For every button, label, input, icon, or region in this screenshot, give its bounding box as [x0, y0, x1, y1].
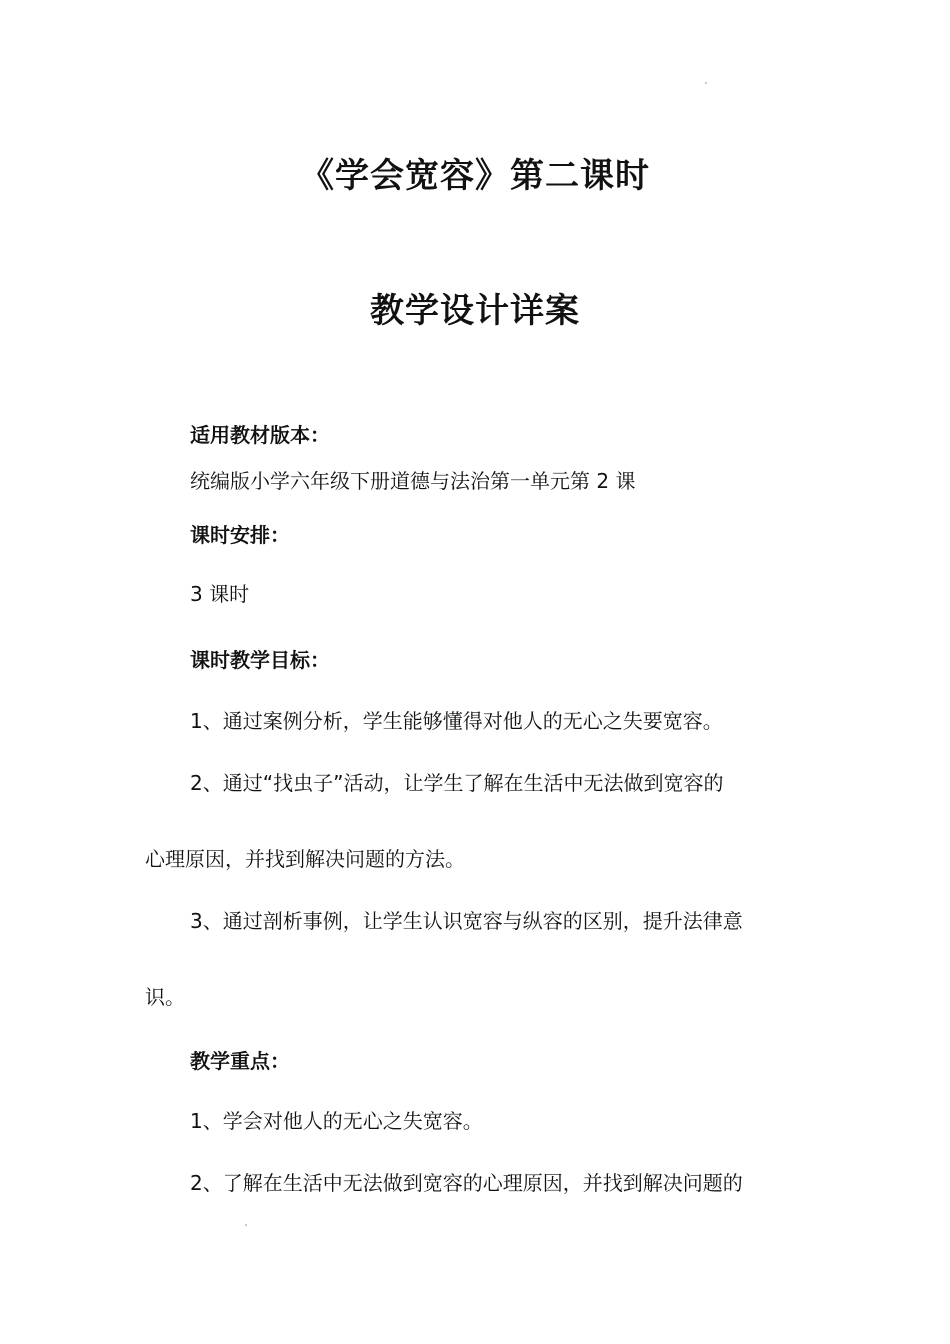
keypoint-2-line-1: 2、了解在生活中无法做到宽容的心理原因，并找到解决问题的 — [190, 1171, 743, 1195]
schedule-label: 课时安排： — [190, 523, 290, 547]
scan-speck — [245, 1224, 247, 1226]
keypoint-1: 1、学会对他人的无心之失宽容。 — [190, 1109, 483, 1133]
document-subtitle: 教学设计详案 — [370, 291, 580, 331]
scan-speck — [705, 82, 707, 84]
document-title: 《学会宽容》第二课时 — [300, 156, 650, 196]
schedule-value: 3 课时 — [190, 582, 250, 606]
keypoints-label: 教学重点： — [190, 1049, 290, 1073]
objective-3-line-1: 3、通过剖析事例，让学生认识宽容与纵容的区别，提升法律意 — [190, 909, 743, 933]
objective-3-line-2: 识。 — [145, 985, 185, 1009]
textbook-value: 统编版小学六年级下册道德与法治第一单元第 2 课 — [190, 469, 636, 493]
objective-2-line-2: 心理原因，并找到解决问题的方法。 — [145, 847, 465, 871]
objective-1: 1、通过案例分析，学生能够懂得对他人的无心之失要宽容。 — [190, 709, 723, 733]
objectives-label: 课时教学目标： — [190, 648, 330, 672]
objective-2-line-1: 2、通过“找虫子”活动，让学生了解在生活中无法做到宽容的 — [190, 771, 724, 795]
textbook-label: 适用教材版本： — [190, 423, 330, 447]
